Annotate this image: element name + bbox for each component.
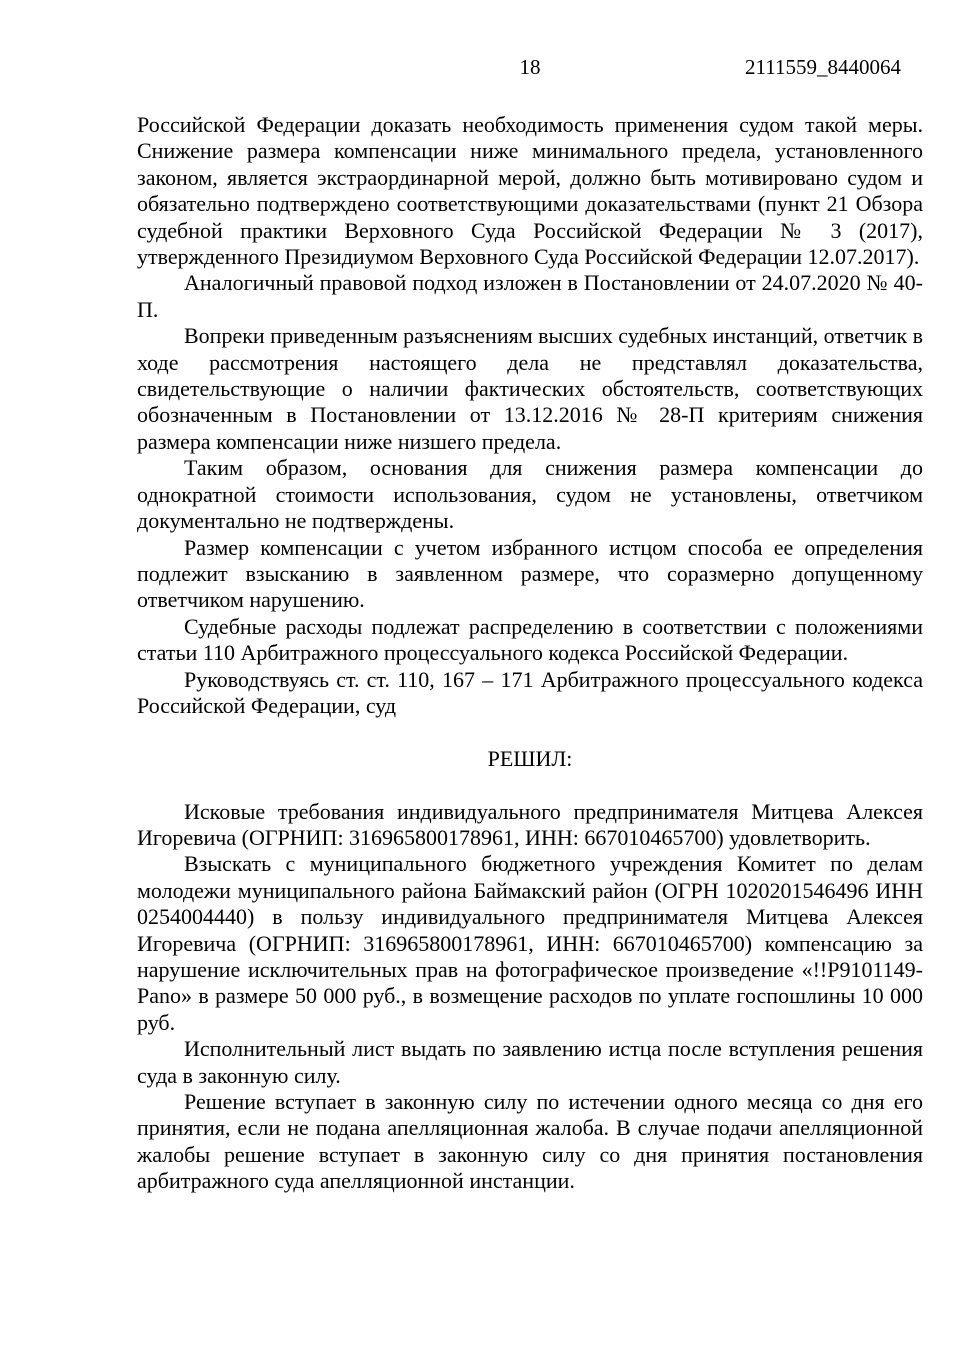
paragraph-ruling: Взыскать с муниципального бюджетного учреждения Комитет по делам молодежи муниципального района Баймакский район (ОГРН 1020201546496 ИНН 0254004440) в пользу индивидуального предпринимателя Митцева Алексея Игоревича (ОГРНИП: 316965800178961, ИНН: 667010465700) компенсацию за нарушение исключительных прав на фотографическое произведение «!!P9101149-Pano» в размере 50 000 руб., в возмещение расходов по уплате госпошлины 10 000 руб. — [137, 851, 923, 1035]
paragraph: Руководствуясь ст. ст. 110, 167 – 171 Арбитражного процессуального кодекса Российской Федерации, суд — [137, 666, 923, 718]
paragraph-ruling: Решение вступает в законную силу по истечении одного месяца со дня его принятия, если не подана апелляционная жалоба. В случае подачи апелляционной жалобы решение вступает в законную силу со дня принятия постановления арбитражного суда апелляционной инстанции. — [137, 1089, 923, 1194]
document-body — [137, 112, 923, 1195]
paragraph-ruling: Исковые требования индивидуального предпринимателя Митцева Алексея Игоревича (ОГРНИП: 316965800178961, ИНН: 667010465700) удовлетворить. — [137, 798, 923, 850]
paragraph: Таким образом, основания для снижения размера компенсации до однократной стоимости использования, судом не установлены, ответчиком документально не подтверждены. — [137, 455, 923, 534]
ruling-heading: РЕШИЛ: — [487, 745, 573, 771]
page-number: 18 — [519, 55, 541, 79]
paragraph-continuation: Российской Федерации доказать необходимость применения судом такой меры. Снижение размера компенсации ниже минимального предела, установленного законом, является экстраординарной мерой, должно быть мотивировано судом и обязательно подтверждено соответствующими доказательствами (пункт 21 Обзора судебной практики Верховного Суда Российской Федерации № 3 (2017), утвержденного Президиумом Верховного Суда Российской Федерации 12.07.2017). — [137, 112, 923, 270]
paragraph: Размер компенсации с учетом избранного истцом способа ее определения подлежит взысканию в заявленном размере, что соразмерно допущенному ответчиком нарушению. — [137, 534, 923, 613]
paragraph: Судебные расходы подлежат распределению в соответствии с положениями статьи 110 Арбитражного процессуального кодекса Российской Федерации. — [137, 613, 923, 666]
paragraph-ruling: Исполнительный лист выдать по заявлению истца после вступления решения суда в законную силу. — [137, 1036, 923, 1088]
page-header — [137, 54, 923, 81]
paragraph: Аналогичный правовой подход изложен в Постановлении от 24.07.2020 № 40-П. — [137, 270, 923, 322]
document-id: 2111559_8440064 — [745, 55, 901, 79]
paragraph: Вопреки приведенным разъяснениям высших судебных инстанций, ответчик в ходе рассмотрения настоящего дела не представлял доказательства, свидетельствующие о наличии фактических обстоятельств, соответствующих обозначенным в Постановлении от 13.12.2016 № 28-П критериям снижения размера компенсации ниже низшего предела. — [137, 323, 923, 454]
